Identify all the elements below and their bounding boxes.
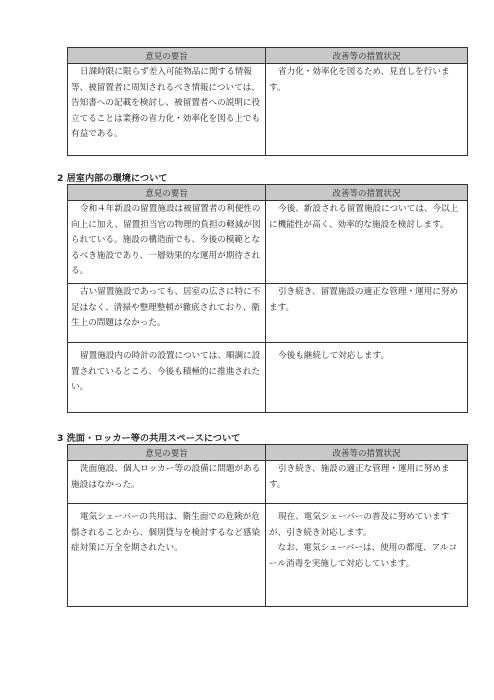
table-header <box>68 48 468 64</box>
opinion-cell: 留置施設内の時計の設置については、順調に設置されているところ、今後も積極的に推進されたい。 <box>68 343 266 413</box>
response-cell: 引き続き、施設の適正な管理・運用に努めます。 <box>266 461 468 504</box>
header-opinion: 意見の要旨 <box>68 185 266 201</box>
table-header <box>68 185 468 201</box>
header-response: 改善等の措置状況 <box>266 185 468 201</box>
opinion-cell: 日課時限に限らず差入可能物品に関する情報等、被留置者に周知されるべき情報については、告知書への記載を検討し、被留置者への説明に役立てることは業務の省力化・効率化を図る上でも有益である。 <box>68 64 266 156</box>
response-cell: 現在、電気シェーバーの普及に努めていますが、引き続き対応します。 なお、電気シェーバーは、使用の都度、アルコール消毒を実施して対応しています。 <box>266 504 468 607</box>
opinion-cell: 電気シェーバーの共用は、衛生面での危険が危惧されることから、個別貸与を検討するなど感染症対策に万全を期されたい。 <box>68 504 266 607</box>
table-row <box>68 284 468 343</box>
table-header <box>68 445 468 461</box>
table-1 <box>67 47 468 156</box>
response-cell: 今後、新設される留置施設については、今以上に機能性が高く、効率的な施設を検討します。 <box>266 201 468 284</box>
table-row <box>68 504 468 607</box>
response-cell: 引き続き、留置施設の適正な管理・運用に努めます。 <box>266 284 468 343</box>
header-response: 改善等の措置状況 <box>266 445 468 461</box>
table-2 <box>67 184 468 413</box>
opinion-cell: 古い留置施設であっても、居室の広さに特に不足はなく、清掃や整理整頓が徹底されており、衛生上の問題はなかった。 <box>68 284 266 343</box>
response-cell: 省力化・効率化を図るため、見直しを行います。 <box>266 64 468 156</box>
header-opinion: 意見の要旨 <box>68 445 266 461</box>
table-row <box>68 461 468 504</box>
opinion-cell: 洗面施設、個人ロッカー等の設備に問題がある施設はなかった。 <box>68 461 266 504</box>
response-cell: 今後も継続して対応します。 <box>266 343 468 413</box>
table-row <box>68 343 468 413</box>
section-3-heading: 3 洗面・ロッカー等の共用スペースについて <box>57 433 241 444</box>
table-row <box>68 201 468 284</box>
table-3 <box>67 444 468 607</box>
table-row <box>68 64 468 156</box>
header-opinion: 意見の要旨 <box>68 48 266 64</box>
section-2-heading: 2 居室内部の環境について <box>57 173 168 184</box>
opinion-cell: 令和４年新設の留置施設は被留置者の利便性の向上に加え、留置担当官の物理的負担の軽減が図られている。施設の構造面でも、今後の模範となるべき施設であり、一層効果的な運用が期待される。 <box>68 201 266 284</box>
header-response: 改善等の措置状況 <box>266 48 468 64</box>
